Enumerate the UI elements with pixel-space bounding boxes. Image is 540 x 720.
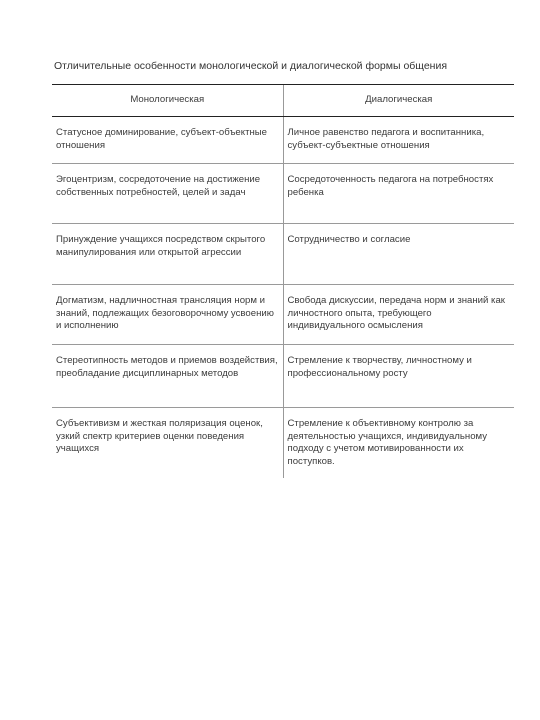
cell-text: Свобода дискуссии, передача норм и знаний как личностного опыта, требующего индивидуального осмысления [287, 295, 505, 332]
table-row [52, 285, 514, 345]
cell-monologic [52, 164, 283, 224]
cell-text: Стремление к объективному контролю за деятельностью учащихся, индивидуальному подходу с учетом мотивированности их поступков. [287, 418, 488, 467]
cell-monologic [52, 408, 283, 479]
table-row [52, 408, 514, 479]
cell-text: Стремление к творчеству, личностному и профессиональному росту [287, 355, 472, 379]
cell-text: Субъективизм и жесткая поляризация оценок, узкий спектр критериев оценки поведения учащихся [56, 418, 263, 455]
cell-text: Личное равенство педагога и воспитанника, субъект-субъектные отношения [287, 127, 485, 151]
cell-text: Догматизм, надличностная трансляция норм и знаний, подлежащих безоговорочному усвоению и исполнению [56, 295, 274, 332]
table-header-row [52, 85, 514, 117]
cell-text: Стереотипность методов и приемов воздействия, преобладание дисциплинарных методов [56, 355, 278, 379]
table-row [52, 345, 514, 408]
cell-text: Принуждение учащихся посредством скрытого манипулирования или открытой агрессии [56, 234, 266, 258]
table-row [52, 224, 514, 285]
cell-monologic [52, 224, 283, 285]
cell-dialogic [283, 117, 514, 164]
cell-dialogic [283, 285, 514, 345]
table-row [52, 117, 514, 164]
header-monologic: Монологическая [52, 85, 283, 117]
table-row [52, 164, 514, 224]
cell-monologic [52, 117, 283, 164]
cell-monologic [52, 285, 283, 345]
cell-text: Эгоцентризм, сосредоточение на достижение собственных потребностей, целей и задач [56, 174, 261, 198]
comparison-table [52, 84, 514, 478]
cell-text: Сотрудничество и согласие [287, 234, 411, 245]
cell-dialogic [283, 164, 514, 224]
header-dialogic: Диалогическая [283, 85, 514, 117]
cell-monologic [52, 345, 283, 408]
cell-dialogic [283, 408, 514, 479]
cell-dialogic [283, 224, 514, 285]
cell-dialogic [283, 345, 514, 408]
cell-text: Сосредоточенность педагога на потребностях ребенка [287, 174, 494, 198]
cell-text: Статусное доминирование, субъект-объектные отношения [56, 127, 268, 151]
page-title: Отличительные особенности монологической и диалогической формы общения [54, 60, 448, 72]
